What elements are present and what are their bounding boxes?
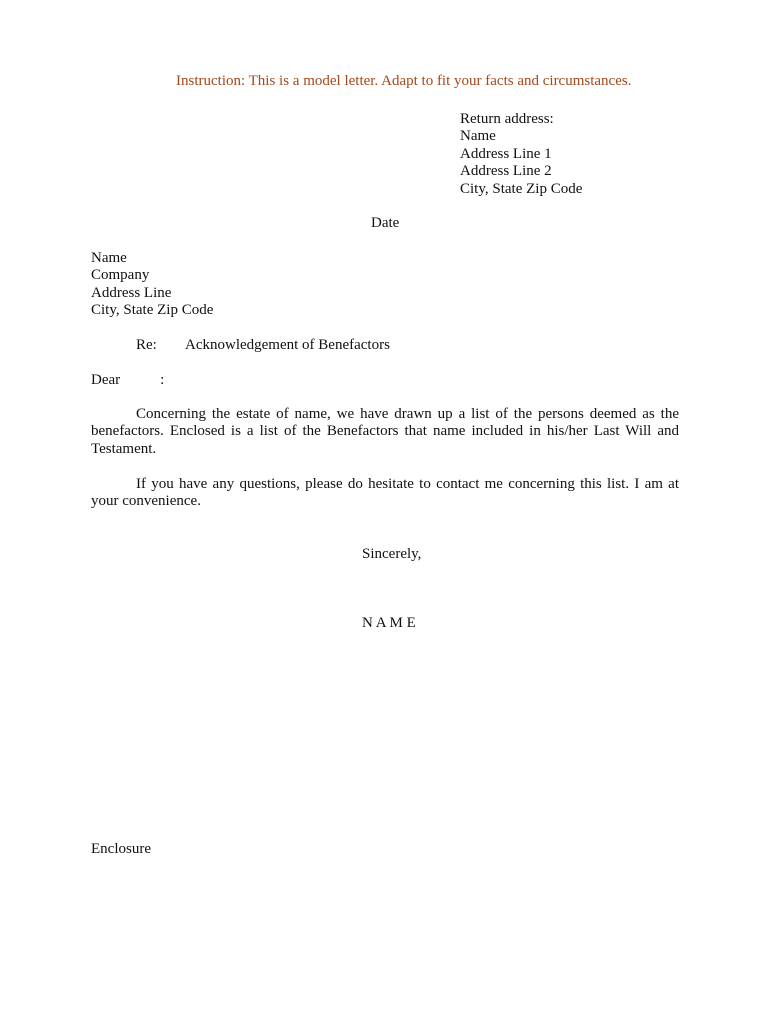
body-paragraph-1 — [91, 406, 679, 458]
return-address-line1: Address Line 1 — [460, 145, 552, 162]
salutation-colon: : — [160, 372, 165, 388]
re-line — [136, 337, 390, 354]
enclosure-note: Enclosure — [91, 841, 151, 857]
recipient-city-state-zip: City, State Zip Code — [91, 302, 214, 319]
closing: Sincerely, — [362, 546, 422, 562]
re-label: Re: — [136, 337, 157, 353]
return-address — [460, 111, 582, 198]
signature-name: N A M E — [362, 615, 416, 631]
letter-date: Date — [371, 215, 400, 231]
recipient-name: Name — [91, 250, 127, 266]
return-address-city-state-zip: City, State Zip Code — [460, 180, 583, 197]
recipient-address-line: Address Line — [91, 284, 172, 301]
recipient-company: Company — [91, 267, 150, 284]
body-paragraph-2 — [91, 476, 679, 511]
return-address-line2: Address Line 2 — [460, 163, 552, 180]
re-subject: Acknowledgement of Benefactors — [185, 337, 390, 353]
body-paragraph-2-text: If you have any questions, please do hesitate to contact me concerning this list. I am at your convenience. — [91, 476, 679, 510]
return-address-name: Name — [460, 128, 496, 145]
salutation-word: Dear — [91, 372, 121, 388]
recipient-address — [91, 250, 213, 320]
instruction-note: Instruction: This is a model letter. Adapt to fit your facts and circumstances. — [176, 73, 632, 89]
body-paragraph-1-text: Concerning the estate of name, we have drawn up a list of the persons deemed as the benefactors. Enclosed is a list of the Benefactors that name included in his/her Last Will and Testament. — [91, 406, 679, 457]
return-address-label: Return address: — [460, 111, 554, 127]
salutation — [91, 372, 164, 389]
